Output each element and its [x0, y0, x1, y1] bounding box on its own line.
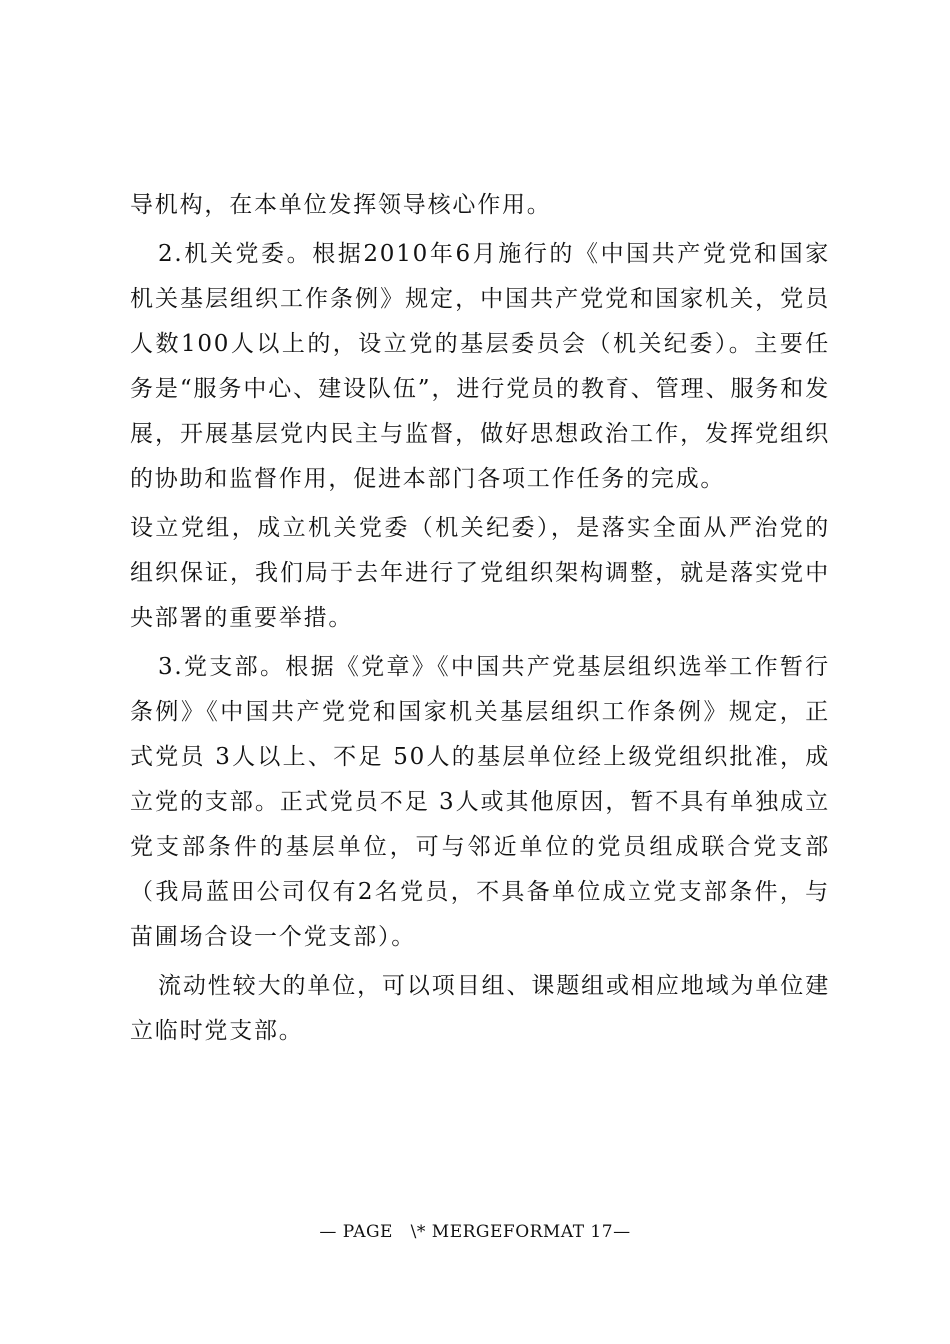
document-body [130, 183, 830, 1058]
paragraph-1: 导机构，在本单位发挥领导核心作用。 [130, 192, 552, 218]
page-footer: — PAGE \* MERGEFORMAT 17— [319, 1222, 631, 1242]
paragraph-5: 流动性较大的单位，可以项目组、课题组或相应地域为单位建立临时党支部。 [130, 973, 830, 1044]
paragraph-4: 3.党支部。根据《党章》《中国共产党基层组织选举工作暂行条例》《中国共产党党和国家机关基层组织工作条例》规定，正式党员 3人以上、不足 50人的基层单位经上级党组织批准，成立党的支部。正式党员不足 3人或其他原因，暂不具有单独成立党支部条件的基层单位，可与邻近单位的党员组成联合党支部（我局蓝田公司仅有2名党员，不具备单位成立党支部条件，与苗圃场合设一个党支部）。 [130, 654, 830, 950]
paragraph-3: 设立党组，成立机关党委（机关纪委），是落实全面从严治党的组织保证，我们局于去年进行了党组织架构调整，就是落实党中央部署的重要举措。 [130, 515, 830, 631]
paragraph-2: 2.机关党委。根据2010年6月施行的《中国共产党党和国家机关基层组织工作条例》规定，中国共产党党和国家机关，党员人数100人以上的，设立党的基层委员会（机关纪委）。主要任务是“服务中心、建设队伍”，进行党员的教育、管理、服务和发展，开展基层党内民主与监督，做好思想政治工作，发挥党组织的协助和监督作用，促进本部门各项工作任务的完成。 [130, 241, 830, 492]
